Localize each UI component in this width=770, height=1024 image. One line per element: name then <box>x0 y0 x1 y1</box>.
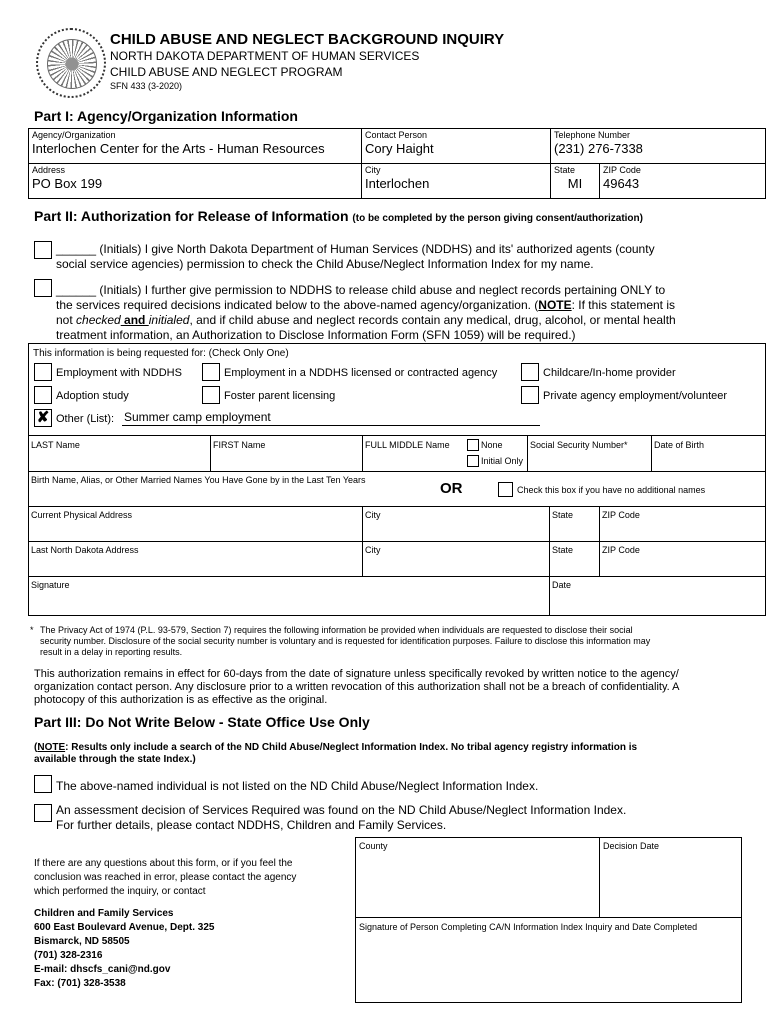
opt-private-checkbox[interactable] <box>521 386 539 404</box>
questions-l2: conclusion was reached in error, please contact the agency <box>34 872 297 883</box>
state-use-box <box>355 837 742 1003</box>
part1-heading: Part I: Agency/Organization Information <box>34 108 298 124</box>
zip-label: ZIP Code <box>603 165 641 175</box>
requested-for-label: This information is being requested for: (Check Only One) <box>33 348 289 359</box>
agency-info-table <box>28 128 766 199</box>
opt-private-label: Private agency employment/volunteer <box>543 390 728 402</box>
result1-text: The above-named individual is not listed on the ND Child Abuse/Neglect Information Index. <box>56 779 539 793</box>
result1-checkbox[interactable] <box>34 775 52 793</box>
cfs-fax: Fax: (701) 328-3538 <box>34 978 126 989</box>
state-seal-logo <box>36 28 106 98</box>
part3-note-label: NOTE <box>37 742 66 753</box>
privacy-l1: The Privacy Act of 1974 (P.L. 93-579, Section 7) requires the following information be provided when individuals are requested to disclose their social <box>40 625 633 635</box>
decision-date-label: Decision Date <box>603 841 660 851</box>
result2-text-l1: An assessment decision of Services Required was found on the ND Child Abuse/Neglect Information Index. <box>56 803 627 817</box>
opt-foster-label: Foster parent licensing <box>224 390 336 402</box>
consent2-text-l4: treatment information, an Authorization to Disclose Information Form (SFN 1059) will be required.) <box>56 328 576 342</box>
opt-employment-checkbox[interactable] <box>34 363 52 381</box>
consent2-checked: checked <box>76 313 121 327</box>
signature-date-label: Date <box>552 580 572 590</box>
none-checkbox[interactable] <box>467 439 479 451</box>
cfs-address: 600 East Boulevard Avenue, Dept. 325 <box>34 922 215 933</box>
nd-zip-label: ZIP Code <box>602 545 640 555</box>
initial-only-label: Initial Only <box>481 456 524 466</box>
program-name: CHILD ABUSE AND NEGLECT PROGRAM <box>110 65 343 79</box>
consent2-note: NOTE <box>538 298 572 312</box>
phone-value[interactable]: (231) 276-7338 <box>554 141 643 156</box>
city-cell[interactable] <box>362 164 551 199</box>
contact-cell[interactable] <box>362 129 551 164</box>
consent2-text-l3 <box>56 313 676 328</box>
privacy-l2: security number. Disclosure of the social security number is voluntary and is requested for identification purposes. Failure to disclose this information may <box>40 636 651 646</box>
department-name: NORTH DAKOTA DEPARTMENT OF HUMAN SERVICES <box>110 49 420 63</box>
state-value[interactable]: MI <box>567 176 583 191</box>
state-label: State <box>554 165 576 175</box>
agency-cell[interactable] <box>29 129 362 164</box>
part3-note-l1: (NOTE: Results only include a search of the ND Child Abuse/Neglect Information Index. No tribal agency registry information is <box>34 742 638 753</box>
contact-label: Contact Person <box>365 130 428 140</box>
questions-l3: which performed the inquiry, or contact <box>34 886 206 897</box>
initial-only-checkbox[interactable] <box>467 455 479 467</box>
first-name-label: FIRST Name <box>213 440 266 450</box>
auth-l1: This authorization remains in effect for 60-days from the date of signature unless specifically revoked by written notice to the agency/ <box>34 668 679 680</box>
cfs-phone: (701) 328-2316 <box>34 950 103 961</box>
current-address-label: Current Physical Address <box>31 510 133 520</box>
part3-note-text: : Results only include a search of the ND Child Abuse/Neglect Information Index. No tribal agency registry information is <box>65 742 638 753</box>
result2-text-l2: For further details, please contact NDDHS, Children and Family Services. <box>56 818 447 832</box>
no-names-label: Check this box if you have no additional names <box>517 485 706 495</box>
address-value[interactable]: PO Box 199 <box>32 176 103 191</box>
last-name-label: LAST Name <box>31 440 80 450</box>
sig-completing-label: Signature of Person Completing CA/N Information Index Inquiry and Date Completed <box>359 922 698 932</box>
part3-heading: Part III: Do Not Write Below - State Office Use Only <box>34 714 370 730</box>
opt-other-checkbox[interactable]: ✘ <box>34 409 52 427</box>
consent2-checkbox[interactable] <box>34 279 52 297</box>
opt-foster-checkbox[interactable] <box>202 386 220 404</box>
opt-adoption-checkbox[interactable] <box>34 386 52 404</box>
part2-heading <box>34 208 643 224</box>
consent2-initialed: initialed <box>148 313 190 327</box>
agency-value[interactable]: Interlochen Center for the Arts - Human Resources <box>32 141 325 156</box>
privacy-l3: result in a delay in reporting results. <box>40 647 183 657</box>
form-title: CHILD ABUSE AND NEGLECT BACKGROUND INQUIRY <box>110 31 505 48</box>
part2-note: (to be completed by the person giving consent/authorization) <box>352 213 643 224</box>
phone-label: Telephone Number <box>554 130 631 140</box>
birth-name-label: Birth Name, Alias, or Other Married Names You Have Gone by in the Last Ten Years <box>31 475 366 485</box>
phone-cell[interactable] <box>551 129 766 164</box>
cfs-email: E-mail: dhscfs_cani@nd.gov <box>34 964 171 975</box>
middle-name-label: FULL MIDDLE Name <box>365 440 450 450</box>
consent2-l3a: not <box>56 313 77 327</box>
current-city-label: City <box>365 510 381 520</box>
part2-title: Part II: Authorization for Release of Information <box>34 208 349 224</box>
nd-address-label: Last North Dakota Address <box>31 545 139 555</box>
opt-childcare-checkbox[interactable] <box>521 363 539 381</box>
city-value[interactable]: Interlochen <box>365 176 430 191</box>
nd-state-label: State <box>552 545 574 555</box>
questions-l1: If there are any questions about this form, or if you feel the <box>34 858 293 869</box>
consent2-l3b: , and if child abuse and neglect records contain any medical, drug, alcohol, or mental health <box>189 313 676 327</box>
nd-city-label: City <box>365 545 381 555</box>
opt-employment-label: Employment with NDDHS <box>56 367 182 379</box>
none-label: None <box>481 440 503 450</box>
cfs-org: Children and Family Services <box>34 908 174 919</box>
opt-childcare-label: Childcare/In-home provider <box>543 367 676 379</box>
opt-licensed-checkbox[interactable] <box>202 363 220 381</box>
cfs-city: Bismarck, ND 58505 <box>34 936 130 947</box>
consent2-text-l1: ______ (Initials) I further give permission to NDDHS to release child abuse and neglect records pertaining ONLY to <box>56 283 666 297</box>
opt-adoption-label: Adoption study <box>56 390 129 402</box>
result2-checkbox[interactable] <box>34 804 52 822</box>
privacy-star: * <box>30 625 34 635</box>
opt-other-label: Other (List): <box>56 413 115 425</box>
agency-label: Agency/Organization <box>32 130 116 140</box>
consent1-text-l1: ______ (Initials) I give North Dakota Department of Human Services (NDDHS) and its' authorized agents (county <box>56 242 655 256</box>
opt-licensed-label: Employment in a NDDHS licensed or contracted agency <box>224 367 498 379</box>
consent1-text-l2: social service agencies) permission to check the Child Abuse/Neglect Information Index for my name. <box>56 257 594 271</box>
contact-value[interactable]: Cory Haight <box>365 141 434 156</box>
address-label: Address <box>32 165 66 175</box>
ssn-label: Social Security Number* <box>530 440 628 450</box>
city-label: City <box>365 165 381 175</box>
current-zip-label: ZIP Code <box>602 510 640 520</box>
zip-cell[interactable] <box>600 164 766 199</box>
no-names-checkbox[interactable] <box>498 482 513 497</box>
or-label: OR <box>440 480 463 497</box>
zip-value[interactable]: 49643 <box>603 176 640 191</box>
signature-label: Signature <box>31 580 70 590</box>
auth-l3: photocopy of this authorization is as effective as the original. <box>34 694 328 706</box>
current-state-label: State <box>552 510 574 520</box>
auth-l2: organization contact person. Any disclosure prior to a written revocation of this authorization shall not be a breach of confidentiality. A <box>34 681 680 693</box>
address-cell[interactable] <box>29 164 362 199</box>
consent2-l2a: the services required decisions indicated below to the above-named agency/organization. ( <box>56 298 539 312</box>
consent1-checkbox[interactable] <box>34 241 52 259</box>
state-cell[interactable] <box>551 164 600 199</box>
consent2-and: and <box>120 313 149 327</box>
form-number: SFN 433 (3-2020) <box>110 81 183 91</box>
part3-note-l2: available through the state Index.) <box>34 754 196 765</box>
dob-label: Date of Birth <box>654 440 705 450</box>
consent2-l2b: : If this statement is <box>571 298 676 312</box>
consent2-text-l2 <box>56 298 675 313</box>
other-value-input[interactable]: Summer camp employment <box>122 410 540 426</box>
county-label: County <box>359 841 388 851</box>
